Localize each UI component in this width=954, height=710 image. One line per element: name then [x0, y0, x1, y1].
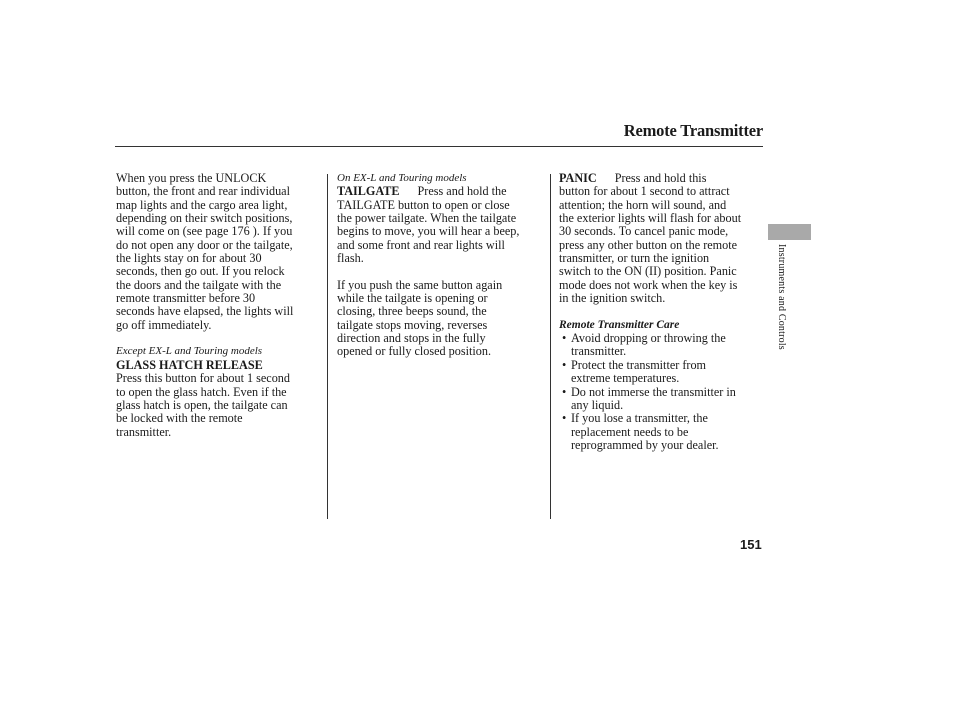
text-line: to open the glass hatch. Even if the [116, 384, 287, 399]
text-line: TAILGATE button to open or close [337, 197, 510, 212]
text-line: press any other button on the remote [559, 237, 738, 252]
glass-hatch-paragraph [116, 372, 321, 439]
text-line: If you push the same button again [337, 277, 503, 292]
text-line: closing, three beeps sound, the [337, 304, 487, 319]
text-line: glass hatch is open, the tailgate can [116, 397, 288, 412]
text-line: button, the front and rear individual [116, 184, 290, 199]
text-line: Protect the transmitter from [571, 357, 707, 372]
text-line: Do not immerse the transmitter in [571, 384, 736, 399]
tailgate-heading: TAILGATE [337, 184, 400, 199]
section-tab [768, 224, 811, 240]
care-list [559, 332, 767, 452]
text-line: the power tailgate. When the tailgate [337, 211, 517, 226]
section-side-label: Instruments and Controls [776, 244, 787, 350]
text-line: switch to the ON (II) position. Panic [559, 264, 737, 279]
text-line: the lights stay on for about 30 [116, 251, 262, 266]
page-number: 151 [740, 537, 762, 552]
text-line: replacement needs to be [571, 424, 689, 439]
column-2 [337, 172, 544, 359]
page-title: Remote Transmitter [623, 121, 763, 140]
bullet-icon: • [562, 411, 567, 426]
tailgate-paragraph [337, 199, 544, 266]
care-heading: Remote Transmitter Care [559, 318, 680, 331]
unlock-paragraph [116, 172, 321, 332]
list-item [559, 359, 767, 386]
text-line: transmitter, or turn the ignition [559, 251, 710, 266]
text-line: seconds have elapsed, the lights will [116, 304, 294, 319]
panic-heading: PANIC [559, 171, 597, 185]
text-line: while the tailgate is opening or [337, 291, 488, 306]
text-line: extreme temperatures. [571, 371, 680, 386]
text-line: Press this button for about 1 second [116, 371, 290, 386]
text-line: Avoid dropping or throwing the [571, 331, 726, 346]
tailgate-lead-line [337, 185, 544, 198]
glass-hatch-model-note: Except EX-L and Touring models [116, 345, 263, 358]
text-line: any liquid. [571, 397, 624, 412]
column-3 [559, 172, 767, 452]
text-line: remote transmitter before 30 [116, 291, 256, 306]
text-line: depending on their switch positions, [116, 211, 293, 226]
text-line: will come on (see page 176 ). If you [116, 224, 293, 239]
list-item [559, 386, 767, 413]
text-line: in the ignition switch. [559, 291, 666, 306]
bullet-icon: • [562, 384, 567, 399]
text-line: button for about 1 second to attract [559, 184, 730, 199]
text-line: the doors and the tailgate with the [116, 277, 282, 292]
text-line: the exterior lights will flash for about [559, 211, 742, 226]
text-line: tailgate stops moving, reverses [337, 317, 488, 332]
text-line: attention; the horn will sound, and [559, 197, 727, 212]
tailgate-repeat-paragraph [337, 279, 544, 359]
column-divider-1 [327, 174, 328, 519]
text-line: direction and stops in the fully [337, 331, 486, 346]
list-item [559, 412, 767, 452]
list-item [559, 332, 767, 359]
text-line: Press and hold the [417, 184, 507, 199]
text-line: map lights and the cargo area light, [116, 197, 288, 212]
text-line: 30 seconds. To cancel panic mode, [559, 224, 729, 239]
text-line: do not open any door or the tailgate, [116, 237, 293, 252]
text-line: begins to move, you will hear a beep, [337, 224, 520, 239]
text-line: go off immediately. [116, 317, 212, 332]
text-line: flash. [337, 251, 364, 266]
text-line: reprogrammed by your dealer. [571, 437, 719, 452]
text-line: and some front and rear lights will [337, 237, 505, 252]
text-line: transmitter. [571, 344, 627, 359]
text-line: seconds, then go out. If you relock [116, 264, 285, 279]
panic-lead-line [559, 172, 767, 185]
header-rule [115, 146, 763, 147]
text-line: transmitter. [116, 424, 172, 439]
bullet-icon: • [562, 331, 567, 346]
column-divider-2 [550, 174, 551, 519]
glass-hatch-heading: GLASS HATCH RELEASE [116, 357, 263, 372]
text-line: If you lose a transmitter, the [571, 411, 708, 426]
text-line: be locked with the remote [116, 411, 243, 426]
text-line: opened or fully closed position. [337, 344, 492, 359]
text-line: When you press the UNLOCK [116, 171, 267, 185]
text-line: mode does not work when the key is [559, 277, 738, 292]
bullet-icon: • [562, 357, 567, 372]
column-1 [116, 172, 321, 439]
text-line: Press and hold this [614, 171, 707, 185]
tailgate-model-note: On EX-L and Touring models [337, 172, 467, 184]
panic-paragraph [559, 185, 767, 305]
